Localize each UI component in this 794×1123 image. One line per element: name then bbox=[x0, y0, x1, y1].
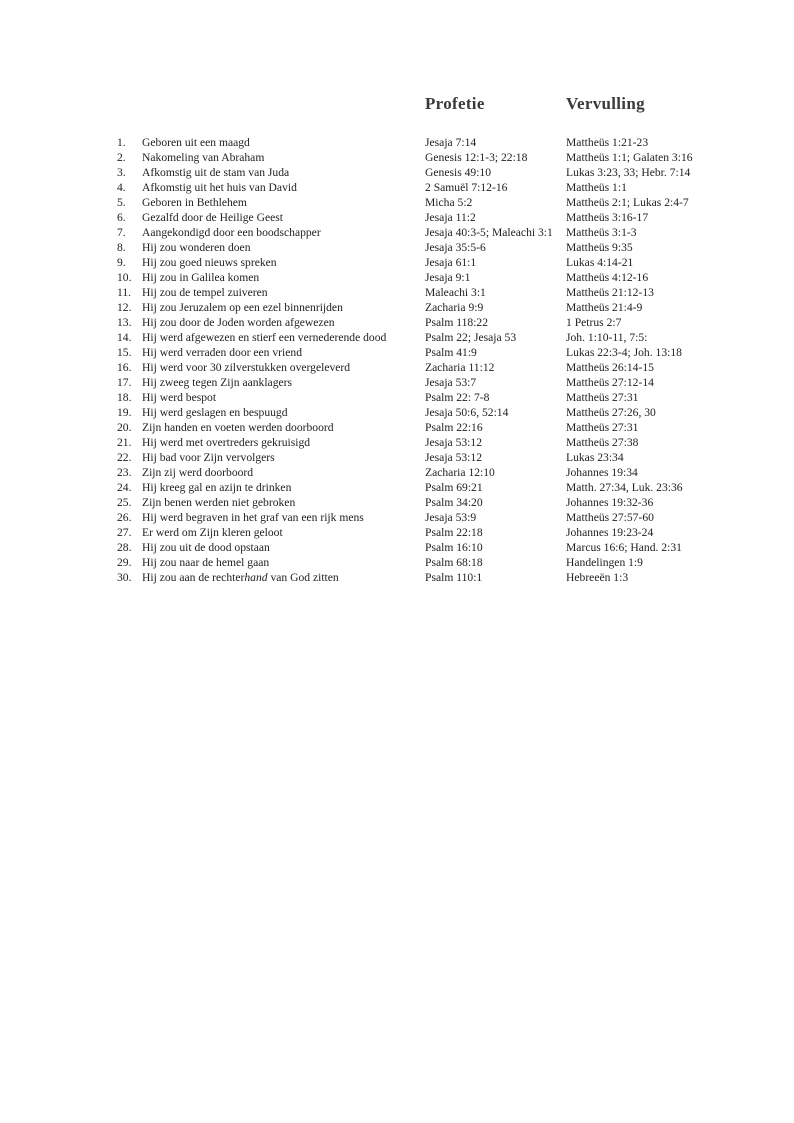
row-fulfillment: 1 Petrus 2:7 bbox=[566, 316, 622, 329]
row-description: Er werd om Zijn kleren geloot bbox=[142, 526, 283, 539]
row-number: 15. bbox=[117, 346, 132, 359]
row-fulfillment: Mattheüs 27:31 bbox=[566, 391, 639, 404]
table-row bbox=[0, 150, 794, 165]
row-prophecy: Psalm 16:10 bbox=[425, 541, 483, 554]
row-number: 26. bbox=[117, 511, 132, 524]
row-prophecy: Jesaja 40:3-5; Maleachi 3:1 bbox=[425, 226, 553, 239]
row-prophecy: Genesis 49:10 bbox=[425, 166, 492, 179]
table-row bbox=[0, 315, 794, 330]
table-row bbox=[0, 225, 794, 240]
table-row bbox=[0, 255, 794, 270]
row-number: 17. bbox=[117, 376, 132, 389]
row-description: Hij zweeg tegen Zijn aanklagers bbox=[142, 376, 293, 389]
row-description: Hij zou wonderen doen bbox=[142, 241, 251, 254]
row-description: Afkomstig uit de stam van Juda bbox=[142, 166, 290, 179]
row-fulfillment: Mattheüs 1:21-23 bbox=[566, 136, 649, 149]
row-description: Hij zou door de Joden worden afgewezen bbox=[142, 316, 335, 329]
row-fulfillment: Lukas 22:3-4; Joh. 13:18 bbox=[566, 346, 682, 359]
row-description: Hij werd verraden door een vriend bbox=[142, 346, 302, 359]
row-description: Gezalfd door de Heilige Geest bbox=[142, 211, 283, 224]
table-row bbox=[0, 165, 794, 180]
table-row bbox=[0, 510, 794, 525]
table-row bbox=[0, 375, 794, 390]
row-description-end: van God zitten bbox=[267, 571, 339, 584]
row-fulfillment: Mattheüs 21:12-13 bbox=[566, 286, 654, 299]
table-row bbox=[0, 360, 794, 375]
row-fulfillment: Mattheüs 26:14-15 bbox=[566, 361, 654, 374]
row-fulfillment: Mattheüs 1:1; Galaten 3:16 bbox=[566, 151, 693, 164]
row-number: 29. bbox=[117, 556, 132, 569]
row-description: Hij zou de tempel zuiveren bbox=[142, 286, 268, 299]
row-prophecy: Psalm 22:18 bbox=[425, 526, 483, 539]
row-description: Nakomeling van Abraham bbox=[142, 151, 265, 164]
row-number: 23. bbox=[117, 466, 132, 479]
row-prophecy: Genesis 12:1-3; 22:18 bbox=[425, 151, 528, 164]
row-prophecy: Zacharia 11:12 bbox=[425, 361, 495, 374]
row-description: Geboren in Bethlehem bbox=[142, 196, 247, 209]
table-row bbox=[0, 390, 794, 405]
row-fulfillment: Mattheüs 3:1-3 bbox=[566, 226, 637, 239]
row-number: 27. bbox=[117, 526, 132, 539]
row-prophecy: Maleachi 3:1 bbox=[425, 286, 486, 299]
row-description: Hij zou uit de dood opstaan bbox=[142, 541, 270, 554]
row-description: Geboren uit een maagd bbox=[142, 136, 250, 149]
row-prophecy: Jesaja 53:12 bbox=[425, 436, 482, 449]
row-number: 25. bbox=[117, 496, 132, 509]
row-fulfillment: Mattheüs 27:26, 30 bbox=[566, 406, 656, 419]
row-fulfillment: Lukas 3:23, 33; Hebr. 7:14 bbox=[566, 166, 691, 179]
row-prophecy: Jesaja 53:9 bbox=[425, 511, 477, 524]
row-description: Hij werd geslagen en bespuugd bbox=[142, 406, 288, 419]
row-fulfillment: Johannes 19:23-24 bbox=[566, 526, 654, 539]
row-fulfillment: Lukas 23:34 bbox=[566, 451, 624, 464]
table-row bbox=[0, 195, 794, 210]
table-row bbox=[0, 135, 794, 150]
row-fulfillment: Mattheüs 27:31 bbox=[566, 421, 639, 434]
row-number: 5. bbox=[117, 196, 126, 209]
table-row bbox=[0, 270, 794, 285]
row-number: 11. bbox=[117, 286, 132, 299]
row-prophecy: Psalm 68:18 bbox=[425, 556, 483, 569]
row-number: 28. bbox=[117, 541, 132, 554]
row-prophecy: Jesaja 53:7 bbox=[425, 376, 477, 389]
table-row bbox=[0, 405, 794, 420]
row-number: 14. bbox=[117, 331, 132, 344]
row-prophecy: Zacharia 9:9 bbox=[425, 301, 484, 314]
row-number: 13. bbox=[117, 316, 132, 329]
row-description: Zijn handen en voeten werden doorboord bbox=[142, 421, 334, 434]
table-row bbox=[0, 345, 794, 360]
row-description: Hij zou in Galilea komen bbox=[142, 271, 260, 284]
row-number: 3. bbox=[117, 166, 126, 179]
row-fulfillment: Mattheüs 3:16-17 bbox=[566, 211, 649, 224]
table-row bbox=[0, 435, 794, 450]
row-number: 21. bbox=[117, 436, 132, 449]
row-number: 30. bbox=[117, 571, 132, 584]
row-number: 19. bbox=[117, 406, 132, 419]
row-fulfillment: Hebreeën 1:3 bbox=[566, 571, 629, 584]
row-description: Hij werd afgewezen en stierf een vernederende dood bbox=[142, 331, 387, 344]
table-row bbox=[0, 180, 794, 195]
row-description bbox=[142, 570, 339, 585]
row-fulfillment: Mattheüs 27:12-14 bbox=[566, 376, 654, 389]
header-prophecy: Profetie bbox=[425, 94, 485, 113]
header-fulfillment: Vervulling bbox=[566, 94, 645, 113]
table-row bbox=[0, 450, 794, 465]
row-prophecy: Jesaja 7:14 bbox=[425, 136, 477, 149]
column-headers bbox=[0, 94, 794, 118]
row-description: Hij werd begraven in het graf van een rijk mens bbox=[142, 511, 364, 524]
table-row bbox=[0, 210, 794, 225]
row-description: Hij zou Jeruzalem op een ezel binnenrijden bbox=[142, 301, 343, 314]
row-prophecy: Psalm 41:9 bbox=[425, 346, 477, 359]
table-row bbox=[0, 330, 794, 345]
row-prophecy: Zacharia 12:10 bbox=[425, 466, 495, 479]
table-row bbox=[0, 285, 794, 300]
table-row bbox=[0, 420, 794, 435]
row-prophecy: Jesaja 11:2 bbox=[425, 211, 476, 224]
row-fulfillment: Joh. 1:10-11, 7:5: bbox=[566, 331, 648, 344]
row-description-start: Hij zou aan de rechter bbox=[142, 571, 245, 584]
row-fulfillment: Mattheüs 4:12-16 bbox=[566, 271, 649, 284]
row-prophecy: Jesaja 50:6, 52:14 bbox=[425, 406, 509, 419]
row-description: Hij werd voor 30 zilverstukken overgeleverd bbox=[142, 361, 351, 374]
row-prophecy: Jesaja 35:5-6 bbox=[425, 241, 486, 254]
table-row bbox=[0, 540, 794, 555]
row-prophecy: Jesaja 61:1 bbox=[425, 256, 477, 269]
row-fulfillment: Johannes 19:34 bbox=[566, 466, 638, 479]
row-number: 1. bbox=[117, 136, 126, 149]
row-prophecy: Psalm 22: 7-8 bbox=[425, 391, 490, 404]
prophecy-table bbox=[0, 135, 794, 585]
row-number: 4. bbox=[117, 181, 126, 194]
row-fulfillment: Handelingen 1:9 bbox=[566, 556, 643, 569]
table-row bbox=[0, 525, 794, 540]
row-fulfillment: Mattheüs 27:38 bbox=[566, 436, 639, 449]
row-description: Hij zou goed nieuws spreken bbox=[142, 256, 277, 269]
row-prophecy: Micha 5:2 bbox=[425, 196, 473, 209]
row-fulfillment: Johannes 19:32-36 bbox=[566, 496, 654, 509]
row-fulfillment: Mattheüs 2:1; Lukas 2:4-7 bbox=[566, 196, 689, 209]
row-prophecy: Jesaja 53:12 bbox=[425, 451, 482, 464]
table-row bbox=[0, 240, 794, 255]
row-prophecy: Psalm 118:22 bbox=[425, 316, 489, 329]
row-description: Afkomstig uit het huis van David bbox=[142, 181, 297, 194]
row-fulfillment: Mattheüs 1:1 bbox=[566, 181, 627, 194]
row-description: Hij zou naar de hemel gaan bbox=[142, 556, 270, 569]
row-number: 8. bbox=[117, 241, 126, 254]
row-number: 10. bbox=[117, 271, 132, 284]
row-description: Aangekondigd door een boodschapper bbox=[142, 226, 321, 239]
row-prophecy: Psalm 69:21 bbox=[425, 481, 483, 494]
row-number: 2. bbox=[117, 151, 126, 164]
row-number: 9. bbox=[117, 256, 126, 269]
row-description: Zijn benen werden niet gebroken bbox=[142, 496, 296, 509]
table-row bbox=[0, 300, 794, 315]
row-prophecy: Psalm 110:1 bbox=[425, 571, 483, 584]
table-row bbox=[0, 495, 794, 510]
table-row bbox=[0, 570, 794, 585]
row-fulfillment: Matth. 27:34, Luk. 23:36 bbox=[566, 481, 683, 494]
row-prophecy: Psalm 22:16 bbox=[425, 421, 483, 434]
table-row bbox=[0, 555, 794, 570]
row-number: 18. bbox=[117, 391, 132, 404]
table-row bbox=[0, 480, 794, 495]
row-fulfillment: Mattheüs 21:4-9 bbox=[566, 301, 643, 314]
row-fulfillment: Marcus 16:6; Hand. 2:31 bbox=[566, 541, 682, 554]
row-description: Hij werd met overtreders gekruisigd bbox=[142, 436, 311, 449]
row-number: 20. bbox=[117, 421, 132, 434]
row-description-italic: hand bbox=[244, 571, 268, 584]
row-fulfillment: Lukas 4:14-21 bbox=[566, 256, 634, 269]
row-prophecy: 2 Samuël 7:12-16 bbox=[425, 181, 508, 194]
row-description: Zijn zij werd doorboord bbox=[142, 466, 254, 479]
row-prophecy: Psalm 22; Jesaja 53 bbox=[425, 331, 517, 344]
row-number: 24. bbox=[117, 481, 132, 494]
row-prophecy: Psalm 34:20 bbox=[425, 496, 483, 509]
row-number: 16. bbox=[117, 361, 132, 374]
row-number: 12. bbox=[117, 301, 132, 314]
row-description: Hij werd bespot bbox=[142, 391, 217, 404]
row-fulfillment: Mattheüs 27:57-60 bbox=[566, 511, 654, 524]
row-description: Hij kreeg gal en azijn te drinken bbox=[142, 481, 292, 494]
row-number: 22. bbox=[117, 451, 132, 464]
row-fulfillment: Mattheüs 9:35 bbox=[566, 241, 633, 254]
row-number: 7. bbox=[117, 226, 126, 239]
row-description: Hij bad voor Zijn vervolgers bbox=[142, 451, 275, 464]
table-row bbox=[0, 465, 794, 480]
row-prophecy: Jesaja 9:1 bbox=[425, 271, 471, 284]
row-number: 6. bbox=[117, 211, 126, 224]
